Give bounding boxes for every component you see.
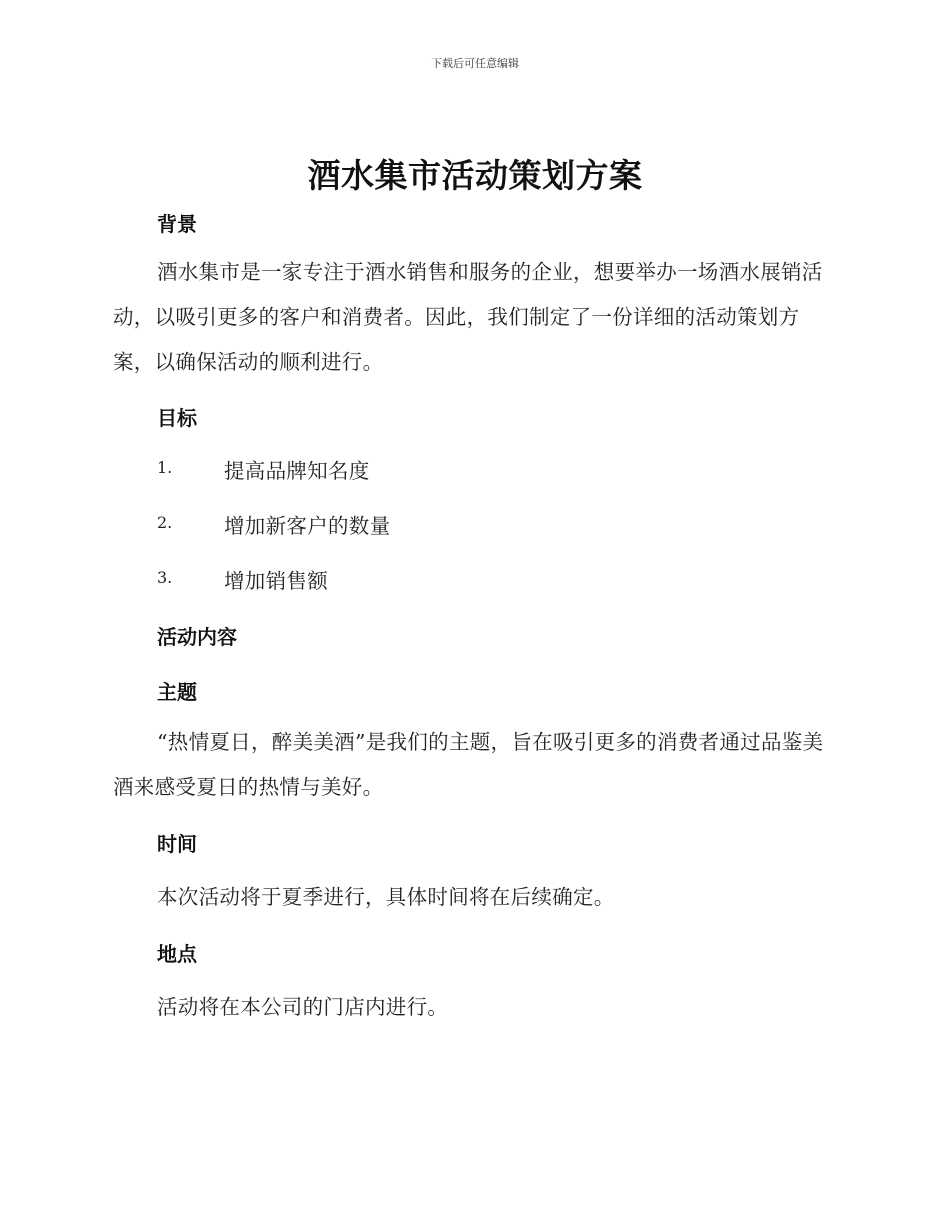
background-paragraph: 酒水集市是一家专注于酒水销售和服务的企业，想要举办一场酒水展销活动，以吸引更多的客户和消费者。因此，我们制定了一份详细的活动策划方案，以确保活动的顺利进行。	[113, 260, 823, 374]
time-paragraph: 本次活动将于夏季进行，具体时间将在后续确定。	[157, 885, 615, 909]
section-heading-background: 背景	[157, 212, 197, 236]
list-item	[157, 454, 757, 484]
section-heading-goals: 目标	[157, 406, 197, 430]
document-title: 酒水集市活动策划方案	[307, 156, 643, 195]
section-heading-theme: 主题	[157, 680, 197, 704]
list-text: 增加新客户的数量	[224, 514, 391, 538]
section-heading-location: 地点	[157, 942, 197, 966]
section-heading-content: 活动内容	[157, 625, 237, 649]
list-text: 提高品牌知名度	[224, 459, 370, 483]
list-number: 2.	[157, 513, 173, 532]
list-item	[157, 509, 757, 539]
location-paragraph: 活动将在本公司的门店内进行。	[157, 995, 449, 1019]
list-number: 1.	[157, 458, 173, 477]
list-number: 3.	[157, 568, 173, 587]
theme-paragraph: “热情夏日，醉美美酒”是我们的主题，旨在吸引更多的消费者通过品鉴美酒来感受夏日的热情与美好。	[113, 730, 824, 799]
section-heading-time: 时间	[157, 832, 197, 856]
list-text: 增加销售额	[224, 569, 328, 593]
header-note: 下载后可任意编辑	[431, 57, 519, 70]
list-item	[157, 564, 757, 594]
